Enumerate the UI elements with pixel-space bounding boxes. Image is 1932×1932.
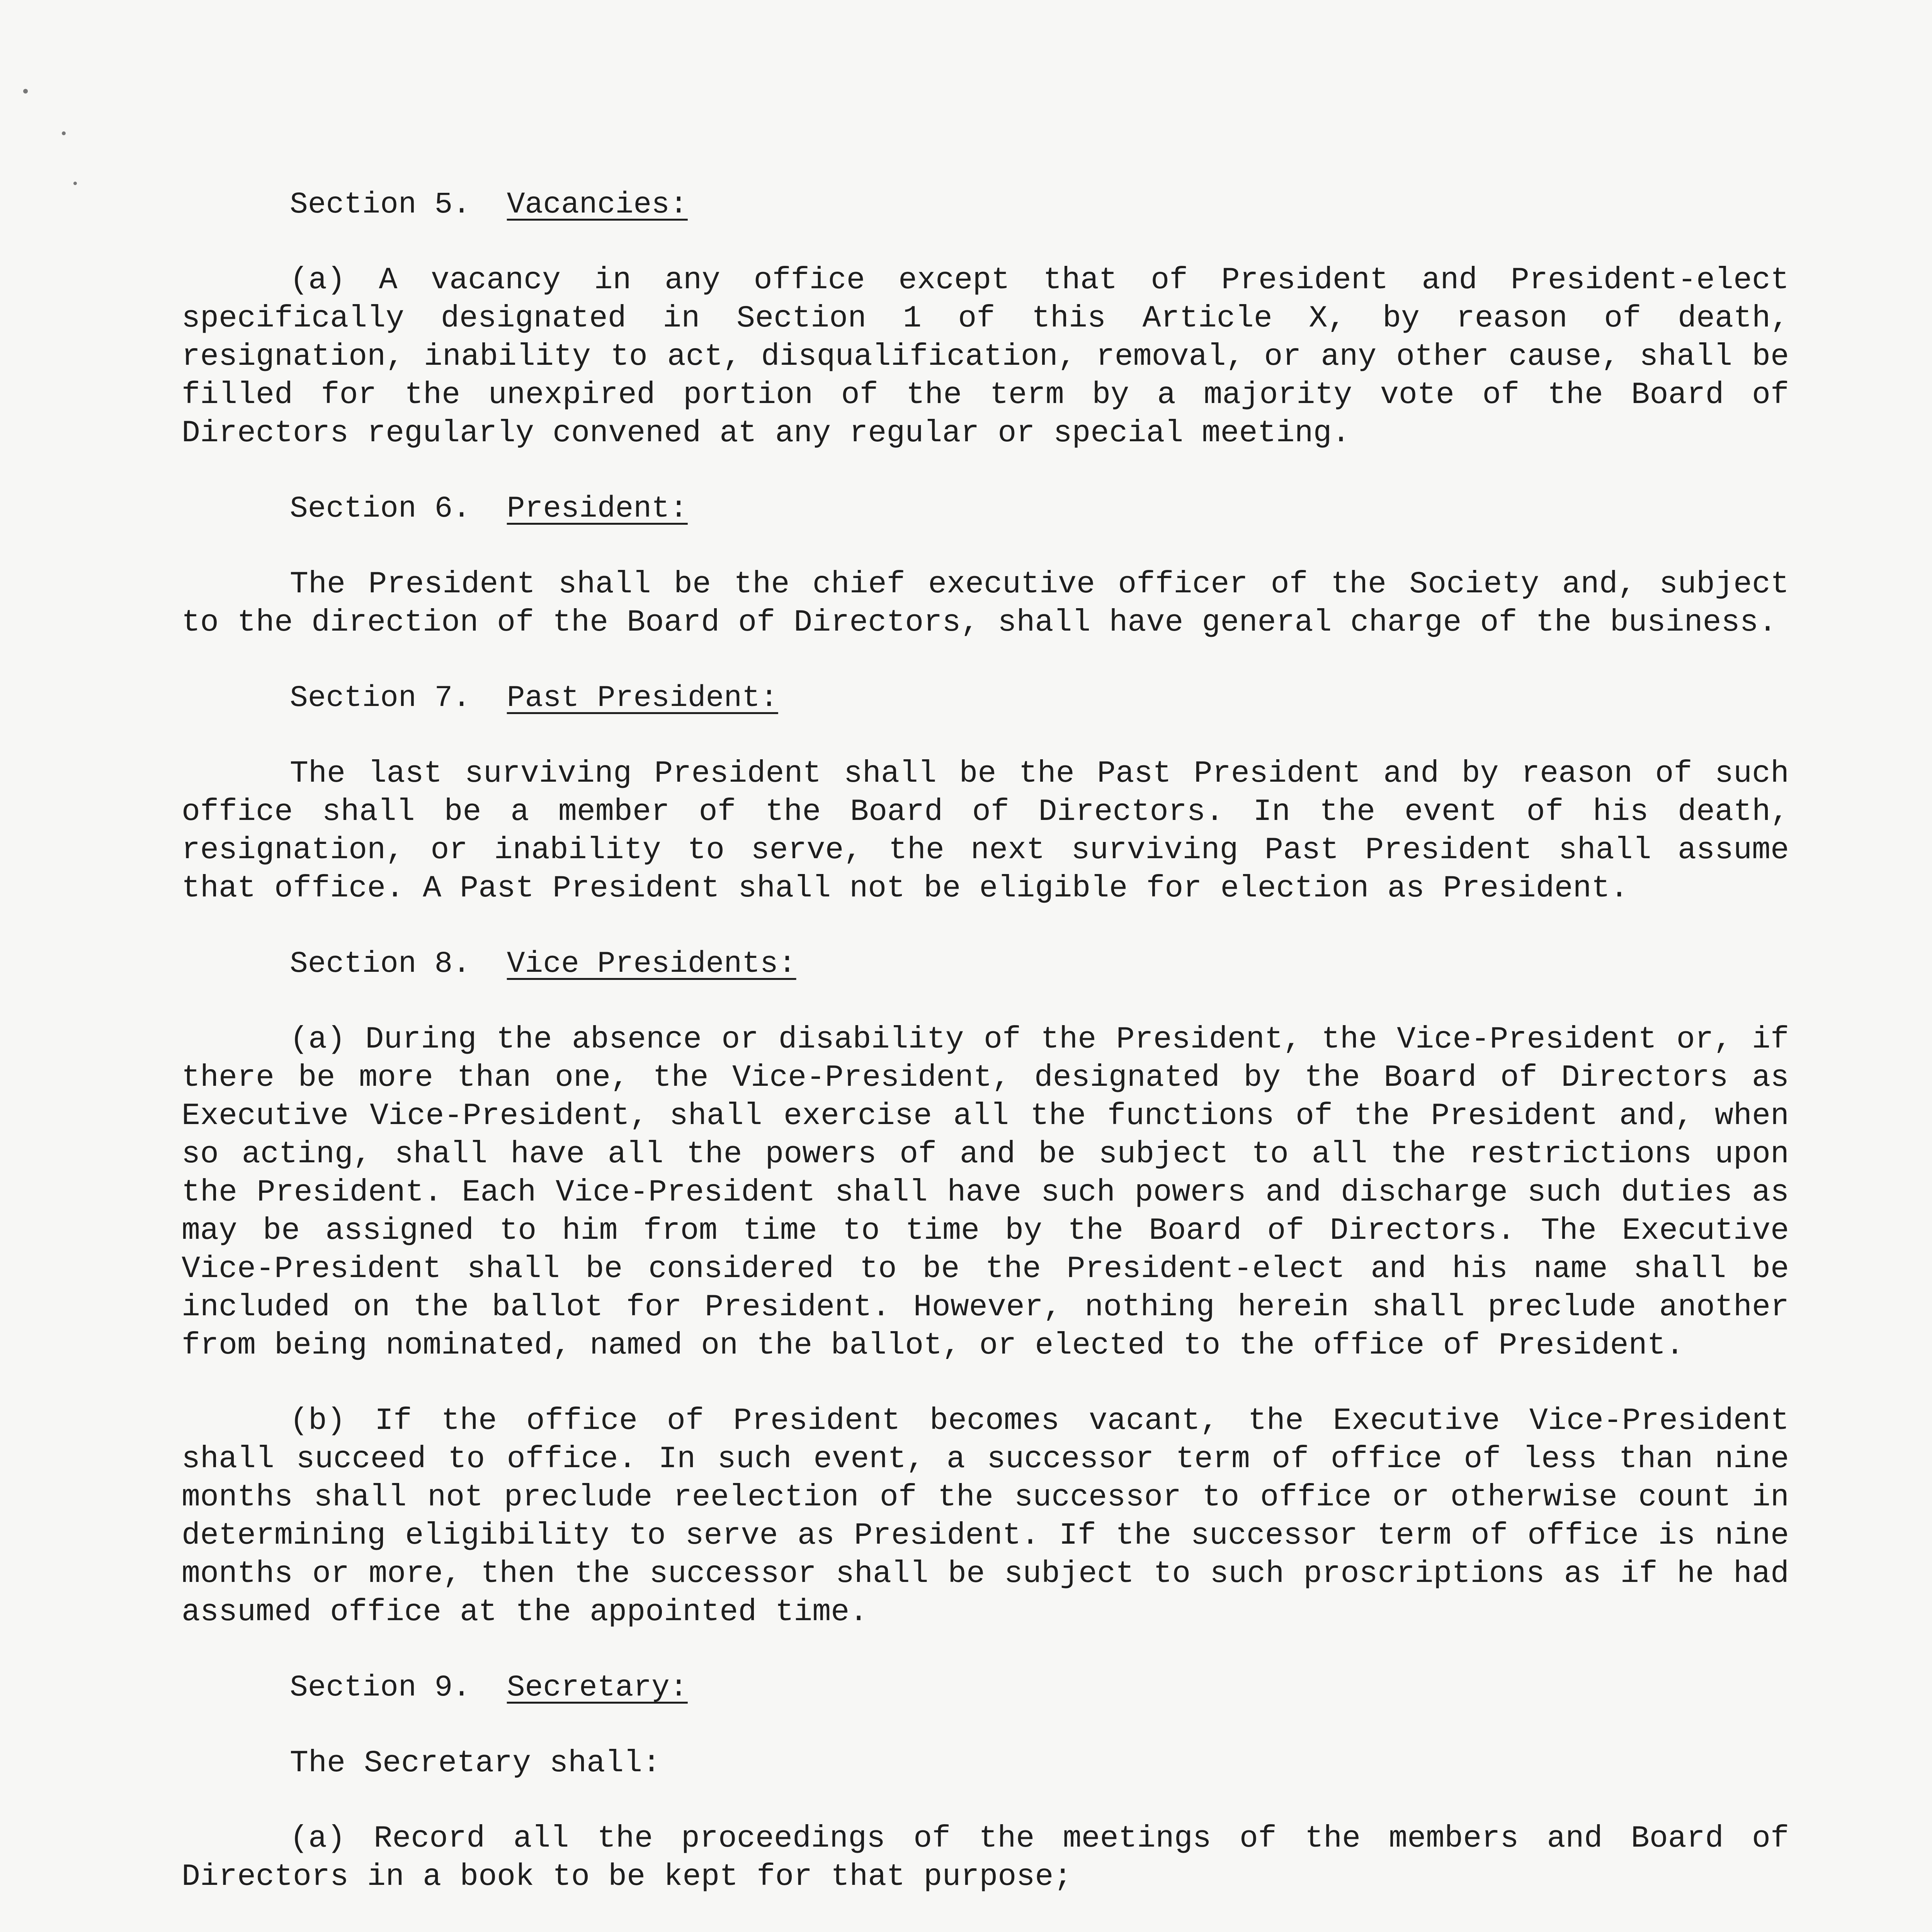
scan-speck: [62, 131, 66, 135]
section-title: Secretary:: [507, 1671, 688, 1705]
section-label: Section 8.: [290, 947, 471, 981]
section-6: [182, 490, 1789, 642]
paragraph: The President shall be the chief executive officer of the Society and, subject to the direction of the Board of Directors, shall have general charge of the business.: [182, 567, 1789, 640]
scan-speck: [73, 182, 77, 185]
section-8: [182, 945, 1789, 1631]
paragraph: (a) During the absence or disability of the President, the Vice-President or, if there be more than one, the Vice-President, designated by the Board of Directors as Executive Vice-President, shall exercise all the functions of the President and, when so acting, shall have all the powers of and be subject to all the restrictions upon the President. Each Vice-President shall have such powers and discharge such duties as may be assigned to him from time to time by the Board of Directors. The Executive Vice-President shall be considered to be the President-elect and his name shall be included on the ballot for President. However, nothing herein shall preclude another from being nominated, named on the ballot, or elected to the office of President.: [182, 1022, 1789, 1363]
document-body: [182, 185, 1789, 1932]
section-heading: [182, 490, 1789, 528]
section-title: Vice Presidents:: [507, 947, 796, 981]
section-label: Section 6.: [290, 492, 471, 526]
section-label: Section 9.: [290, 1671, 471, 1705]
section-5: [182, 185, 1789, 452]
section-heading: [182, 185, 1789, 224]
section-label: Section 5.: [290, 188, 471, 222]
section-heading: [182, 679, 1789, 718]
section-title: Vacancies:: [507, 188, 688, 222]
section-title: Past President:: [507, 681, 778, 715]
section-title: President:: [507, 492, 688, 526]
paragraph: (a) Record all the proceedings of the meetings of the members and Board of Directors in a book to be kept for that purpose;: [182, 1821, 1789, 1895]
paragraph: (a) A vacancy in any office except that of President and President-elect specifically designated in Section 1 of this Article X, by reason of death, resignation, inability to act, disqualification, removal, or any other cause, shall be filled for the unexpired portion of the term by a majority vote of the Board of Directors regularly convened at any regular or special meeting.: [182, 263, 1789, 451]
paragraph: (b) If the office of President becomes vacant, the Executive Vice-President shall succeed to office. In such event, a successor term of office of less than nine months shall not preclude reelection of the successor to office or otherwise count in determining eligibility to serve as President. If the successor term of office is nine months or more, then the successor shall be subject to such proscriptions as if he had assumed office at the appointed time.: [182, 1403, 1789, 1630]
section-9: [182, 1668, 1789, 1932]
paragraph: The last surviving President shall be the Past President and by reason of such office shall be a member of the Board of Directors. In the event of his death, resignation, or inability to serve, the next surviving Past President shall assume that office. A Past President shall not be eligible for election as President.: [182, 756, 1789, 906]
section-heading: [182, 1668, 1789, 1707]
scan-speck: [23, 89, 28, 94]
paragraph: The Secretary shall:: [290, 1746, 661, 1781]
section-label: Section 7.: [290, 681, 471, 715]
section-7: [182, 679, 1789, 908]
section-heading: [182, 945, 1789, 983]
